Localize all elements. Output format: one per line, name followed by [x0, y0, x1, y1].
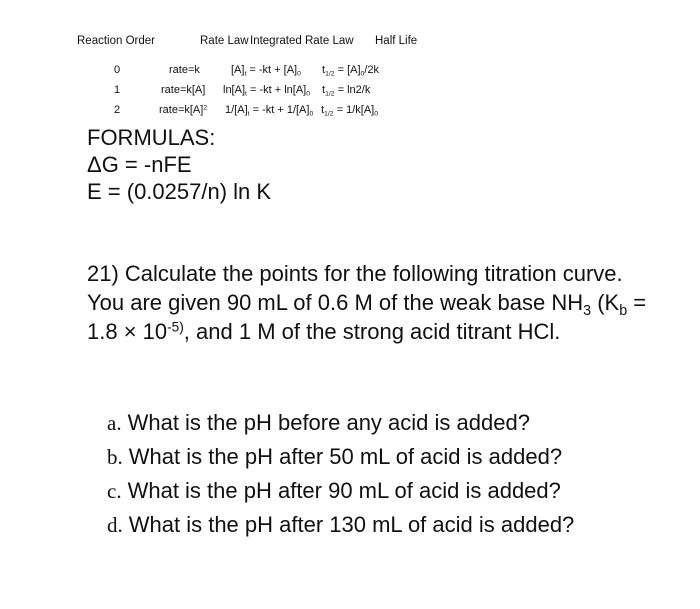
- question-21: [87, 259, 647, 346]
- part-c: [107, 474, 574, 508]
- header-rate-law: Rate Law: [200, 35, 249, 47]
- base-formula: NH: [551, 290, 584, 315]
- kb-subscript: b: [619, 303, 628, 319]
- part-text: What is the pH after 130 mL of acid is added?: [128, 512, 575, 537]
- kb-exponent: -5): [167, 319, 184, 335]
- part-letter: b.: [107, 445, 123, 469]
- integrated-cell: $\ln[A]_t = -kt + \ln[A]_0$: [223, 84, 311, 98]
- half-life-cell: $t_{1/2} = 1/k[A]_0$: [321, 104, 379, 118]
- kb-label: (K: [591, 290, 620, 315]
- base-subscript: 3: [583, 303, 592, 319]
- question-given: [87, 288, 647, 346]
- part-text: What is the pH after 50 mL of acid is added?: [128, 444, 563, 469]
- part-text: What is the pH after 90 mL of acid is added?: [127, 478, 561, 503]
- formula-gibbs: ΔG = -nFE: [87, 152, 192, 177]
- part-letter: d.: [107, 513, 123, 537]
- given-text: You are given 90 mL of 0.6 M of the weak base: [87, 290, 546, 315]
- given-text-end: , and 1 M of the strong acid titrant HCl.: [183, 319, 561, 344]
- order-cell: 2: [114, 104, 121, 116]
- part-a: [107, 406, 574, 440]
- order-cell: 0: [114, 64, 121, 76]
- integrated-cell: $1/[A]_t = -kt + 1/[A]_0$: [225, 104, 314, 118]
- part-text: What is the pH before any acid is added?: [127, 410, 530, 435]
- rate-law-cell: $rate=k[A]^2$: [159, 104, 208, 116]
- formulas-section: [87, 124, 271, 205]
- header-reaction-order: Reaction Order: [77, 35, 155, 47]
- part-b: [107, 440, 574, 474]
- part-letter: c.: [107, 479, 122, 503]
- rate-law-cell: rate=k[A]: [161, 84, 206, 96]
- part-d: [107, 508, 574, 542]
- half-life-cell: $t_{1/2} = [A]_0/2k$: [322, 64, 380, 78]
- formula-nernst: E = (0.0257/n) ln K: [87, 179, 272, 204]
- question-parts: [107, 406, 574, 542]
- order-cell: 1: [114, 84, 121, 96]
- rate-law-cell: rate=k: [169, 64, 200, 76]
- formulas-heading: FORMULAS:: [87, 125, 216, 150]
- header-integrated-rate-law: Integrated Rate Law: [250, 35, 354, 47]
- part-letter: a.: [107, 411, 122, 435]
- integrated-cell: $[A]_t = -kt + [A]_0$: [231, 64, 301, 78]
- kb-value: = 1.8 × 10: [87, 290, 647, 344]
- half-life-cell: $t_{1/2} = \ln 2/k$: [322, 84, 371, 98]
- question-prompt: 21) Calculate the points for the following titration curve.: [87, 261, 623, 286]
- header-half-life: Half Life: [375, 35, 418, 47]
